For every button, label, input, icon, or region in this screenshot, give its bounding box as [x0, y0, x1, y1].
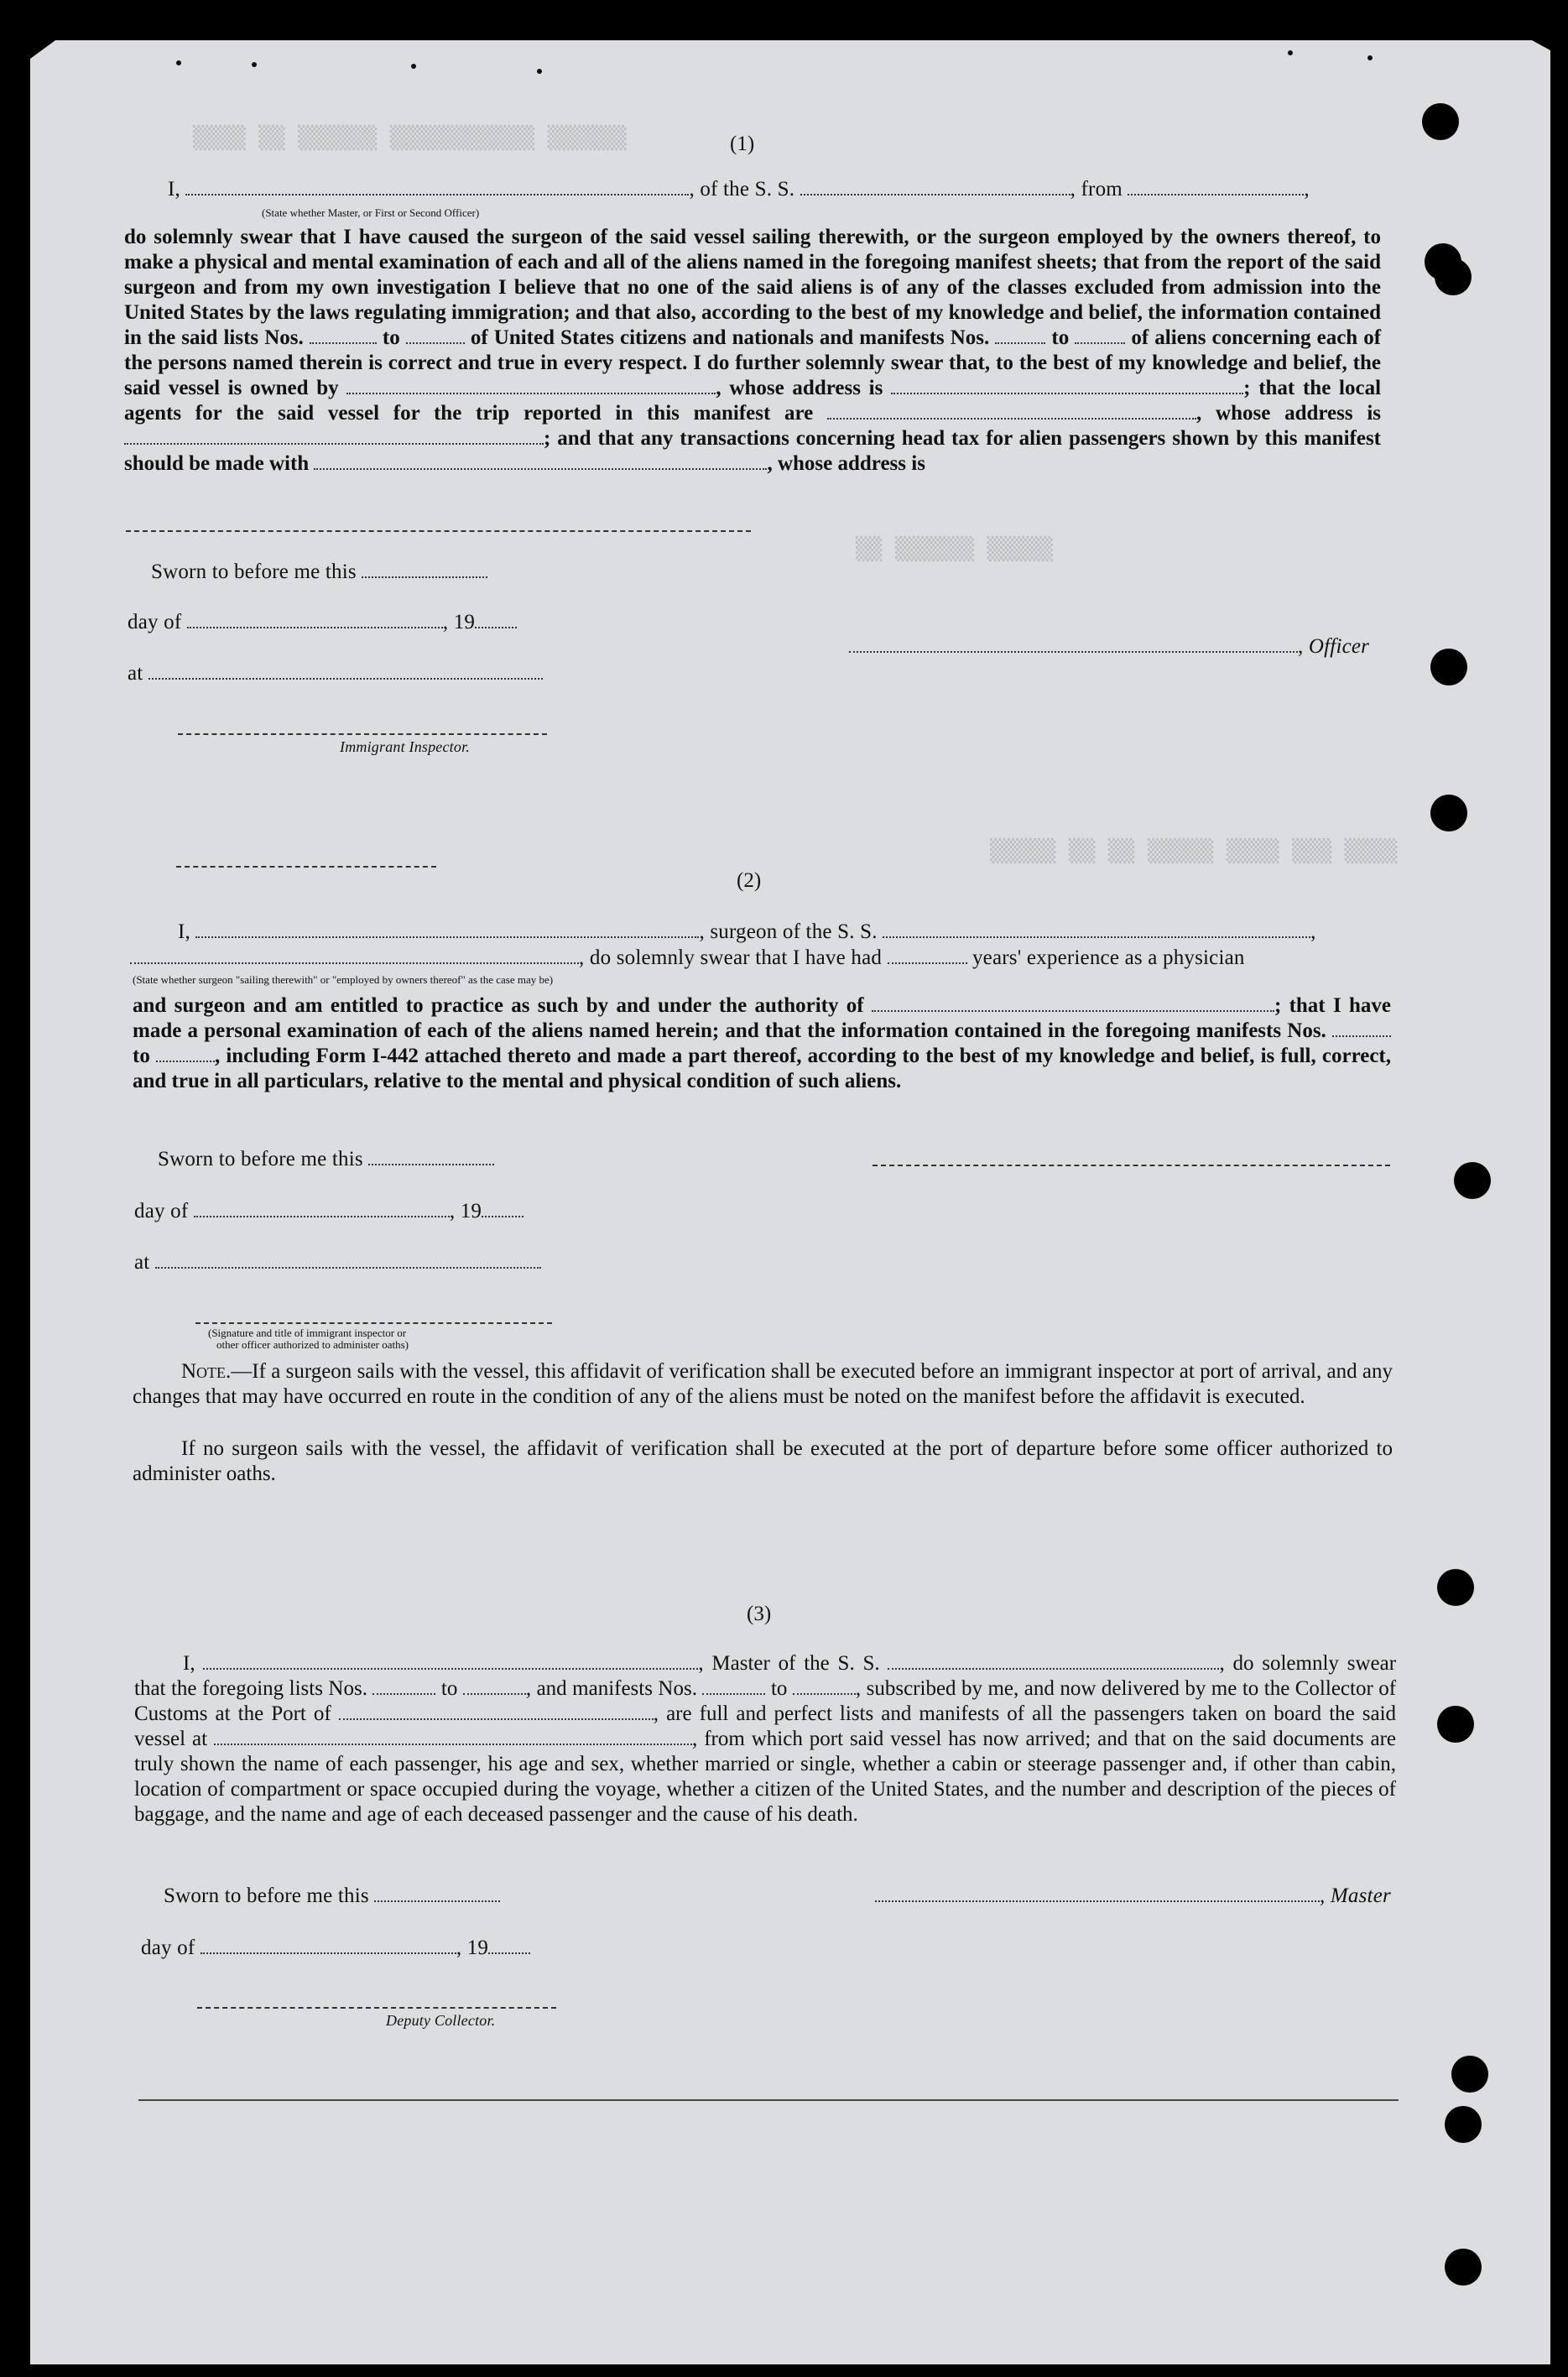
vessel-name-blank-3[interactable]	[888, 1668, 1219, 1670]
year-blank-2[interactable]	[482, 1216, 524, 1217]
section-2-day-of: day of , 19	[134, 1200, 524, 1223]
section-1-number: (1)	[730, 133, 755, 155]
year-blank[interactable]	[475, 627, 517, 628]
manifests-from-blank[interactable]	[995, 342, 1045, 344]
surgeon-signature-line[interactable]	[873, 1165, 1390, 1166]
punch-hole	[1451, 2056, 1488, 2093]
lists-to-blank[interactable]	[406, 342, 465, 344]
place-blank[interactable]	[148, 678, 543, 680]
month-blank[interactable]	[187, 627, 443, 628]
section-divider	[176, 866, 436, 868]
officer-signature-line-2[interactable]	[195, 1322, 552, 1324]
surgeon-manifests-from-blank[interactable]	[1332, 1035, 1391, 1037]
section-2-caption: (State whether surgeon "sailing therewith" or "employed by owners thereof" as the case may be)	[133, 973, 554, 986]
speck	[411, 64, 416, 69]
owner-blank[interactable]	[346, 393, 716, 394]
punch-hole	[1437, 1569, 1474, 1606]
section-1-line-1: I, , of the S. S. , from ,	[168, 178, 1310, 201]
master-line: , Master	[875, 1884, 1391, 1908]
section-1-sworn: Sworn to before me this	[151, 560, 487, 584]
section-1-caption: (State whether Master, or First or Second Officer)	[262, 206, 480, 219]
sworn-date-blank[interactable]	[362, 576, 487, 578]
manifests-to-blank[interactable]	[1075, 342, 1125, 344]
punch-hole	[1445, 2249, 1482, 2286]
section-2-at: at	[134, 1251, 541, 1275]
section-3-number: (3)	[747, 1603, 772, 1625]
head-tax-agent-blank[interactable]	[314, 468, 767, 470]
section-2-body: and surgeon and am entitled to practice as such by and under the authority of ; that I have made a personal examination of each of the aliens named herein; and that the information contained in the foregoing manifests Nos. to , including Form I-442 attached thereto and made a part thereof, according to the best of my knowledge and belief, is full, correct, and true in all particulars, relative to the mental and physical condition of such aliens.	[133, 994, 1391, 1092]
bottom-rule	[138, 2099, 1399, 2101]
note-paragraph-1: Note.—If a surgeon sails with the vessel, this affidavit of verification shall be executed before an immigrant inspector at port of arrival, and any changes that may have occurred en route in the condition of any of the aliens must be noted on the manifest before the affidavit is executed.	[133, 1360, 1393, 1408]
place-blank-2[interactable]	[155, 1267, 541, 1269]
lists-from-blank[interactable]	[310, 342, 377, 344]
surgeon-status-blank[interactable]	[130, 962, 579, 964]
punch-hole	[1430, 795, 1467, 831]
speck	[1288, 50, 1293, 55]
section-1-day-of: day of , 19	[128, 611, 517, 634]
head-tax-address-blank[interactable]	[126, 530, 751, 532]
year-blank-3[interactable]	[488, 1952, 530, 1954]
month-blank-2[interactable]	[194, 1216, 450, 1217]
section-3-body: I, , Master of the S. S. , do solemnly swear that the foregoing lists Nos. to , and manifests Nos. to , subscribed by me, and now delivered by me to the Collector of Customs at the Port of , are full and perfect lists and manifests of all the passengers taken on board the said vessel at , from which port said vessel has now arrived; and that on the said documents are truly shown the name of each passenger, his age and sex, whether married or single, whether a cabin or steerage passenger and, if other than cabin, location of compartment or space occupied during the voyage, whether a citizen of the United States, and the number and description of the pieces of baggage, and the name and age of each deceased passenger and the cause of his death.	[134, 1652, 1397, 1826]
punch-hole	[1422, 103, 1459, 140]
years-blank[interactable]	[888, 962, 967, 964]
manifests-to-blank-3[interactable]	[793, 1693, 856, 1695]
agents-address-blank[interactable]	[124, 443, 544, 445]
vessel-name-blank[interactable]	[800, 194, 1071, 195]
punch-hole	[1430, 649, 1467, 685]
master-name-blank-3[interactable]	[203, 1668, 698, 1670]
punch-hole	[1435, 258, 1472, 295]
speck	[1367, 55, 1373, 60]
surgeon-manifests-to-blank[interactable]	[156, 1061, 215, 1062]
section-2-number: (2)	[737, 869, 762, 892]
bleed-through-mark: ▒▒ ▒▒▒▒▒▒ ▒▒▒▒▒	[856, 537, 1053, 562]
sworn-date-blank-2[interactable]	[368, 1164, 494, 1165]
punch-hole	[1437, 1706, 1474, 1743]
bleed-through-mark: ▒▒▒▒▒ ▒▒ ▒▒ ▒▒▒▒▒ ▒▒▒▒ ▒▒▒ ▒▒▒▒	[990, 839, 1398, 864]
lists-from-blank-3[interactable]	[372, 1693, 435, 1695]
inspector-caption: Immigrant Inspector.	[340, 738, 470, 755]
authority-blank[interactable]	[872, 1010, 1274, 1012]
master-signature-blank[interactable]	[875, 1900, 1320, 1902]
inspector-signature-line[interactable]	[178, 733, 547, 735]
section-3-sworn: Sworn to before me this	[164, 1884, 500, 1908]
sig-caption-2: other officer authorized to administer oaths)	[216, 1338, 409, 1351]
officer-signature-blank[interactable]	[849, 651, 1298, 653]
punch-hole	[1445, 2106, 1482, 2143]
speck	[176, 60, 181, 65]
surgeon-vessel-blank[interactable]	[883, 936, 1310, 938]
sig-caption-1: (Signature and title of immigrant inspector or	[208, 1327, 407, 1339]
punch-hole	[1454, 1162, 1491, 1199]
bleed-through-mark: ▒▒▒▒ ▒▒ ▒▒▒▒▒▒ ▒▒▒▒▒▒▒▒▒▒▒ ▒▒▒▒▒▒	[193, 126, 627, 151]
speck	[537, 69, 542, 74]
section-3-day-of: day of , 19	[141, 1937, 530, 1960]
section-1-body: do solemnly swear that I have caused the surgeon of the said vessel sailing therewith, or the surgeon employed by the owners thereof, to make a physical and mental examination of each and all of the aliens named in the foregoing manifest sheets; that from the report of the said surgeon and from my own investigation I believe that no one of the said aliens is of any of the classes excluded from admission into the United States by the laws regulating immigration; and that also, according to the best of my knowledge and belief, the information contained in the said lists Nos. to of United States citizens and nationals and manifests Nos. to of aliens concerning each of the persons named therein is correct and true in every respect. I do further solemnly swear that, to the best of my knowledge and belief, the said vessel is owned by , whose address is ; that the local agents for the said vessel for the trip reported in this manifest are , whose address is ; and that any transactions concerning head tax for alien passengers shown by this manifest should be made with , whose address is	[124, 226, 1382, 475]
note-paragraph-2: If no surgeon sails with the vessel, the affidavit of verification shall be executed at the port of departure before some officer authorized to administer oaths.	[133, 1437, 1393, 1485]
lists-to-blank-3[interactable]	[463, 1693, 526, 1695]
section-2-line-2: , do solemnly swear that I have had years' experience as a physician	[130, 946, 1245, 970]
section-2-sworn: Sworn to before me this	[158, 1148, 494, 1171]
speck	[252, 62, 257, 67]
deputy-signature-line[interactable]	[197, 2007, 556, 2009]
owner-address-blank[interactable]	[891, 393, 1243, 394]
surgeon-name-blank[interactable]	[195, 936, 699, 938]
embark-port-blank[interactable]	[214, 1744, 692, 1745]
local-agents-blank[interactable]	[827, 418, 1196, 420]
departure-port-blank[interactable]	[1128, 194, 1304, 195]
officer-line: , Officer	[849, 635, 1369, 659]
sworn-date-blank-3[interactable]	[374, 1900, 500, 1902]
section-2-line-1: I, , surgeon of the S. S. ,	[178, 920, 1316, 943]
deputy-caption: Deputy Collector.	[386, 2012, 496, 2029]
port-blank[interactable]	[339, 1718, 654, 1720]
section-1-at: at	[128, 662, 543, 685]
master-name-blank[interactable]	[185, 194, 689, 195]
month-blank-3[interactable]	[201, 1952, 456, 1954]
manifests-from-blank-3[interactable]	[702, 1693, 765, 1695]
